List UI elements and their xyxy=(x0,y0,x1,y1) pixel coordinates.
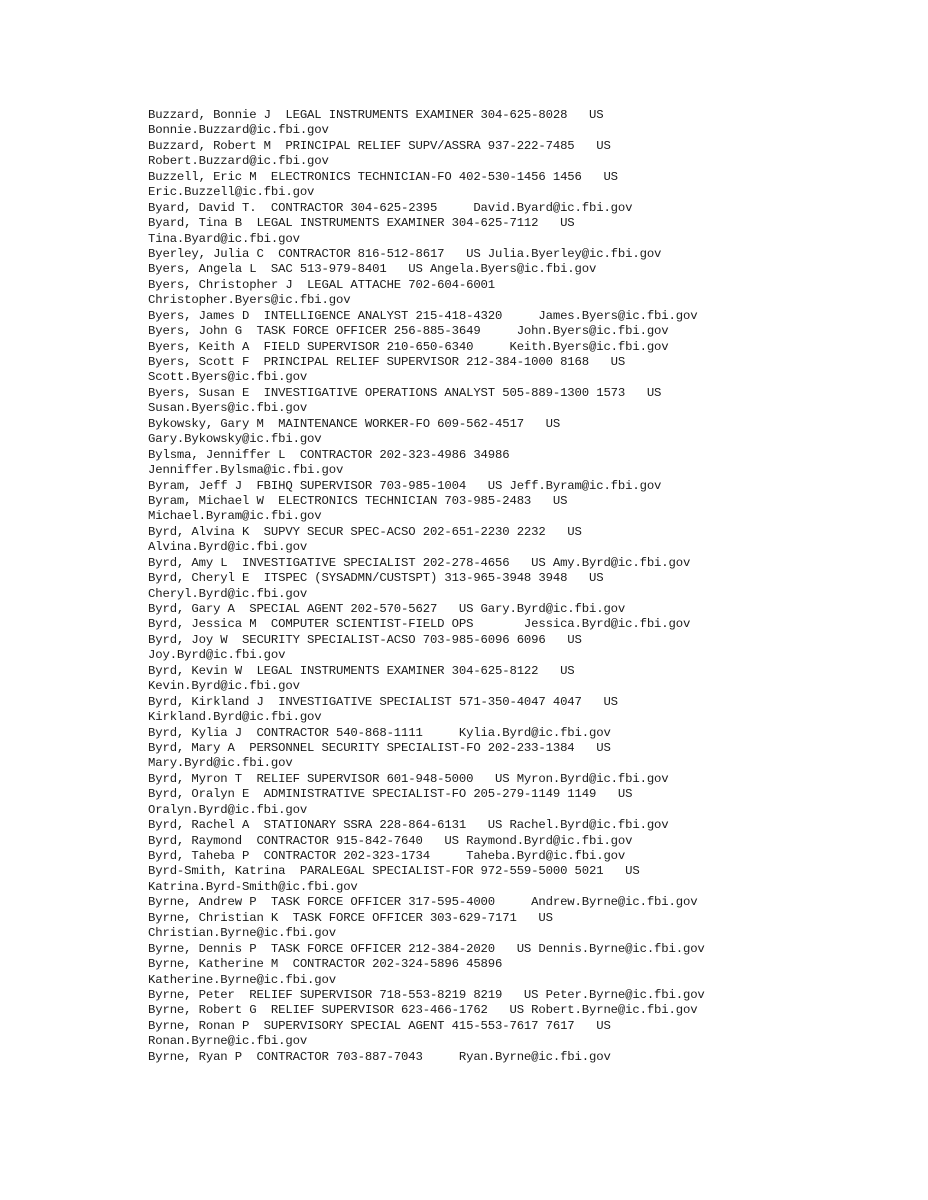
directory-line: Byrd, Rachel A STATIONARY SSRA 228-864-6131 US Rachel.Byrd@ic.fbi.gov xyxy=(148,818,669,833)
directory-line: Byrd, Amy L INVESTIGATIVE SPECIALIST 202-278-4656 US Amy.Byrd@ic.fbi.gov xyxy=(148,555,691,570)
directory-line: Eric.Buzzell@ic.fbi.gov xyxy=(148,185,315,200)
directory-line: Katherine.Byrne@ic.fbi.gov xyxy=(148,972,336,987)
directory-line: Byrne, Andrew P TASK FORCE OFFICER 317-595-4000 Andrew.Byrne@ic.fbi.gov xyxy=(148,895,698,910)
directory-line: Byrd, Kevin W LEGAL INSTRUMENTS EXAMINER 304-625-8122 US xyxy=(148,663,575,678)
directory-line: Byrne, Christian K TASK FORCE OFFICER 303-629-7171 US xyxy=(148,910,553,925)
directory-line: Byram, Jeff J FBIHQ SUPERVISOR 703-985-1004 US Jeff.Byram@ic.fbi.gov xyxy=(148,478,662,493)
directory-line: Bonnie.Buzzard@ic.fbi.gov xyxy=(148,123,329,138)
directory-line: Byrd, Alvina K SUPVY SECUR SPEC-ACSO 202-651-2230 2232 US xyxy=(148,524,582,539)
directory-line: Byrd, Oralyn E ADMINISTRATIVE SPECIALIST-FO 205-279-1149 1149 US xyxy=(148,787,633,802)
directory-line: Ronan.Byrne@ic.fbi.gov xyxy=(148,1034,308,1049)
directory-line: Byard, Tina B LEGAL INSTRUMENTS EXAMINER 304-625-7112 US xyxy=(148,216,575,231)
directory-line: Kevin.Byrd@ic.fbi.gov xyxy=(148,679,300,694)
directory-line: Byrd, Joy W SECURITY SPECIALIST-ACSO 703-985-6096 6096 US xyxy=(148,632,582,647)
directory-line: Tina.Byard@ic.fbi.gov xyxy=(148,231,300,246)
directory-line: Byrd, Gary A SPECIAL AGENT 202-570-5627 US Gary.Byrd@ic.fbi.gov xyxy=(148,602,626,616)
directory-line: Byers, Susan E INVESTIGATIVE OPERATIONS ANALYST 505-889-1300 1573 US xyxy=(148,385,662,400)
directory-line: Byrne, Katherine M CONTRACTOR 202-324-5896 45896 xyxy=(148,957,503,972)
directory-line: Byrd, Kirkland J INVESTIGATIVE SPECIALIST 571-350-4047 4047 US xyxy=(148,694,618,709)
directory-line: Christian.Byrne@ic.fbi.gov xyxy=(148,926,336,941)
directory-line: Gary.Bykowsky@ic.fbi.gov xyxy=(148,432,322,447)
directory-line: Byers, John G TASK FORCE OFFICER 256-885-3649 John.Byers@ic.fbi.gov xyxy=(148,324,669,339)
directory-line: Byers, James D INTELLIGENCE ANALYST 215-418-4320 James.Byers@ic.fbi.gov xyxy=(148,308,698,323)
directory-line: Byrd-Smith, Katrina PARALEGAL SPECIALIST-FOR 972-559-5000 5021 US xyxy=(148,864,640,879)
directory-line: Byrne, Peter RELIEF SUPERVISOR 718-553-8219 8219 US Peter.Byrne@ic.fbi.gov xyxy=(148,987,705,1002)
directory-page xyxy=(148,108,908,1065)
directory-line: Byerley, Julia C CONTRACTOR 816-512-8617 US Julia.Byerley@ic.fbi.gov xyxy=(148,246,662,261)
directory-line: Bylsma, Jenniffer L CONTRACTOR 202-323-4986 34986 xyxy=(148,447,510,462)
directory-line: Bykowsky, Gary M MAINTENANCE WORKER-FO 609-562-4517 US xyxy=(148,416,561,431)
directory-line: Jenniffer.Bylsma@ic.fbi.gov xyxy=(148,463,344,478)
directory-line: Byers, Scott F PRINCIPAL RELIEF SUPERVISOR 212-384-1000 8168 US xyxy=(148,355,626,369)
directory-line: Alvina.Byrd@ic.fbi.gov xyxy=(148,540,308,555)
directory-line: Buzzard, Bonnie J LEGAL INSTRUMENTS EXAMINER 304-625-8028 US xyxy=(148,108,604,122)
directory-line: Buzzard, Robert M PRINCIPAL RELIEF SUPV/ASSRA 937-222-7485 US xyxy=(148,138,611,153)
directory-line: Cheryl.Byrd@ic.fbi.gov xyxy=(148,586,308,601)
directory-line: Byrne, Dennis P TASK FORCE OFFICER 212-384-2020 US Dennis.Byrne@ic.fbi.gov xyxy=(148,941,705,956)
directory-line: Christopher.Byers@ic.fbi.gov xyxy=(148,293,351,308)
directory-line: Byrd, Raymond CONTRACTOR 915-842-7640 US Raymond.Byrd@ic.fbi.gov xyxy=(148,833,633,848)
directory-line: Byrd, Mary A PERSONNEL SECURITY SPECIALIST-FO 202-233-1384 US xyxy=(148,740,611,755)
directory-line: Byrd, Taheba P CONTRACTOR 202-323-1734 Taheba.Byrd@ic.fbi.gov xyxy=(148,849,626,863)
directory-line: Byrd, Myron T RELIEF SUPERVISOR 601-948-5000 US Myron.Byrd@ic.fbi.gov xyxy=(148,771,669,786)
directory-line: Mary.Byrd@ic.fbi.gov xyxy=(148,756,293,771)
directory-line: Katrina.Byrd-Smith@ic.fbi.gov xyxy=(148,879,358,894)
directory-line: Oralyn.Byrd@ic.fbi.gov xyxy=(148,802,308,817)
directory-line: Kirkland.Byrd@ic.fbi.gov xyxy=(148,710,322,725)
directory-line: Robert.Buzzard@ic.fbi.gov xyxy=(148,154,329,169)
directory-line: Byrd, Cheryl E ITSPEC (SYSADMN/CUSTSPT) 313-965-3948 3948 US xyxy=(148,571,604,586)
directory-line: Buzzell, Eric M ELECTRONICS TECHNICIAN-FO 402-530-1456 1456 US xyxy=(148,169,618,184)
directory-line: Byrd, Jessica M COMPUTER SCIENTIST-FIELD OPS Jessica.Byrd@ic.fbi.gov xyxy=(148,617,691,632)
directory-line: Byers, Angela L SAC 513-979-8401 US Angela.Byers@ic.fbi.gov xyxy=(148,262,597,277)
directory-line: Byrne, Ronan P SUPERVISORY SPECIAL AGENT 415-553-7617 7617 US xyxy=(148,1018,611,1033)
directory-line: Joy.Byrd@ic.fbi.gov xyxy=(148,648,286,663)
directory-line: Scott.Byers@ic.fbi.gov xyxy=(148,370,308,385)
directory-line: Byrne, Ryan P CONTRACTOR 703-887-7043 Ryan.Byrne@ic.fbi.gov xyxy=(148,1049,611,1064)
directory-line: Byrne, Robert G RELIEF SUPERVISOR 623-466-1762 US Robert.Byrne@ic.fbi.gov xyxy=(148,1003,698,1018)
directory-line: Byram, Michael W ELECTRONICS TECHNICIAN 703-985-2483 US xyxy=(148,493,568,508)
directory-line: Byrd, Kylia J CONTRACTOR 540-868-1111 Kylia.Byrd@ic.fbi.gov xyxy=(148,725,611,740)
directory-line: Byers, Keith A FIELD SUPERVISOR 210-650-6340 Keith.Byers@ic.fbi.gov xyxy=(148,339,669,354)
directory-line: Byard, David T. CONTRACTOR 304-625-2395 David.Byard@ic.fbi.gov xyxy=(148,200,633,215)
directory-line: Byers, Christopher J LEGAL ATTACHE 702-604-6001 xyxy=(148,277,496,292)
directory-line: Susan.Byers@ic.fbi.gov xyxy=(148,401,308,416)
directory-line: Michael.Byram@ic.fbi.gov xyxy=(148,509,322,524)
